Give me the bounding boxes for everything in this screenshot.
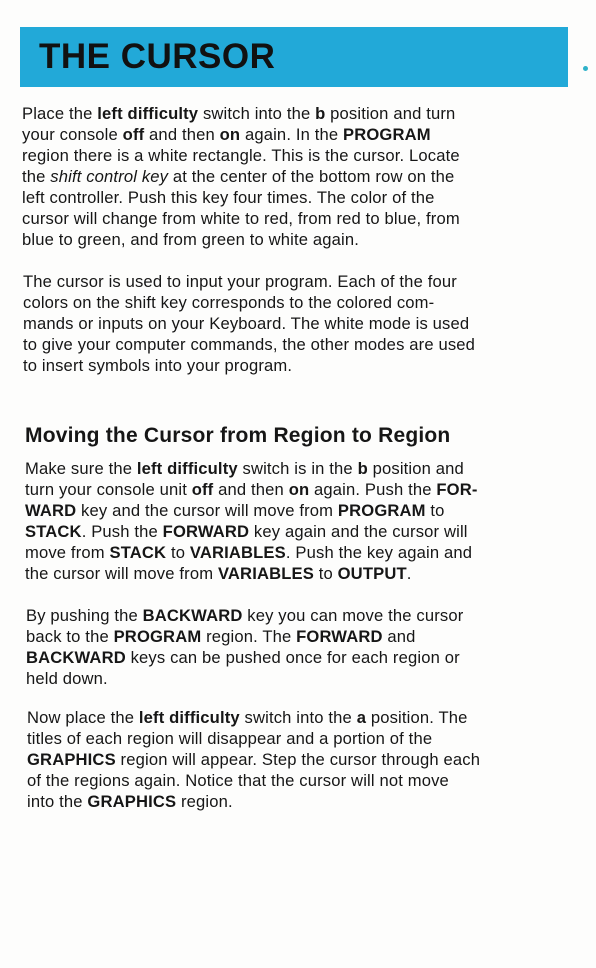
text-line: Make sure the left difficulty switch is in the b position and xyxy=(25,459,464,478)
cursor-usage-paragraph xyxy=(23,271,475,376)
text-line: WARD key and the cursor will move from PROGRAM to xyxy=(25,501,445,520)
text-line: the cursor will move from VARIABLES to OUTPUT. xyxy=(25,564,412,583)
page-title: THE CURSOR xyxy=(39,37,276,76)
forward-paragraph xyxy=(25,458,478,584)
text-line: to give your computer commands, the other modes are used xyxy=(23,335,476,354)
backward-paragraph xyxy=(26,605,463,689)
section-heading: Moving the Cursor from Region to Region xyxy=(25,424,451,447)
text-line: left controller. Push this key four times. The color of the xyxy=(22,188,435,207)
text-line: colors on the shift key corresponds to the colored com- xyxy=(23,293,435,312)
text-line: Place the left difficulty switch into the b position and turn xyxy=(22,104,456,123)
text-line: of the regions again. Notice that the cursor will not move xyxy=(27,771,449,790)
text-line: GRAPHICS region will appear. Step the cursor through each xyxy=(27,750,481,769)
title-banner xyxy=(20,27,568,87)
text-line: the shift control key at the center of the bottom row on the xyxy=(22,167,455,186)
text-line: mands or inputs on your Keyboard. The white mode is used xyxy=(23,314,470,333)
text-line: your console off and then on again. In the PROGRAM xyxy=(22,125,431,144)
text-line: blue to green, and from green to white again. xyxy=(22,230,359,249)
text-line: into the GRAPHICS region. xyxy=(27,792,233,811)
text-line: BACKWARD keys can be pushed once for each region or xyxy=(26,648,460,667)
text-line: to insert symbols into your program. xyxy=(23,356,293,375)
text-line: By pushing the BACKWARD key you can move the cursor xyxy=(26,606,464,625)
text-line: held down. xyxy=(26,669,108,688)
text-line: region there is a white rectangle. This is the cursor. Locate xyxy=(22,146,460,165)
text-line: The cursor is used to input your program. Each of the four xyxy=(23,272,457,291)
text-line: titles of each region will disappear and a portion of the xyxy=(27,729,433,748)
intro-paragraph xyxy=(22,103,460,250)
text-line: Now place the left difficulty switch into the a position. The xyxy=(27,708,468,727)
text-line: STACK. Push the FORWARD key again and the cursor will xyxy=(25,522,468,541)
text-line: back to the PROGRAM region. The FORWARD and xyxy=(26,627,416,646)
text-line: move from STACK to VARIABLES. Push the key again and xyxy=(25,543,473,562)
text-line: turn your console unit off and then on again. Push the FOR- xyxy=(25,480,478,499)
text-line: cursor will change from white to red, from red to blue, from xyxy=(22,209,460,228)
page-edge-mark xyxy=(583,66,588,71)
graphics-paragraph xyxy=(27,707,480,812)
